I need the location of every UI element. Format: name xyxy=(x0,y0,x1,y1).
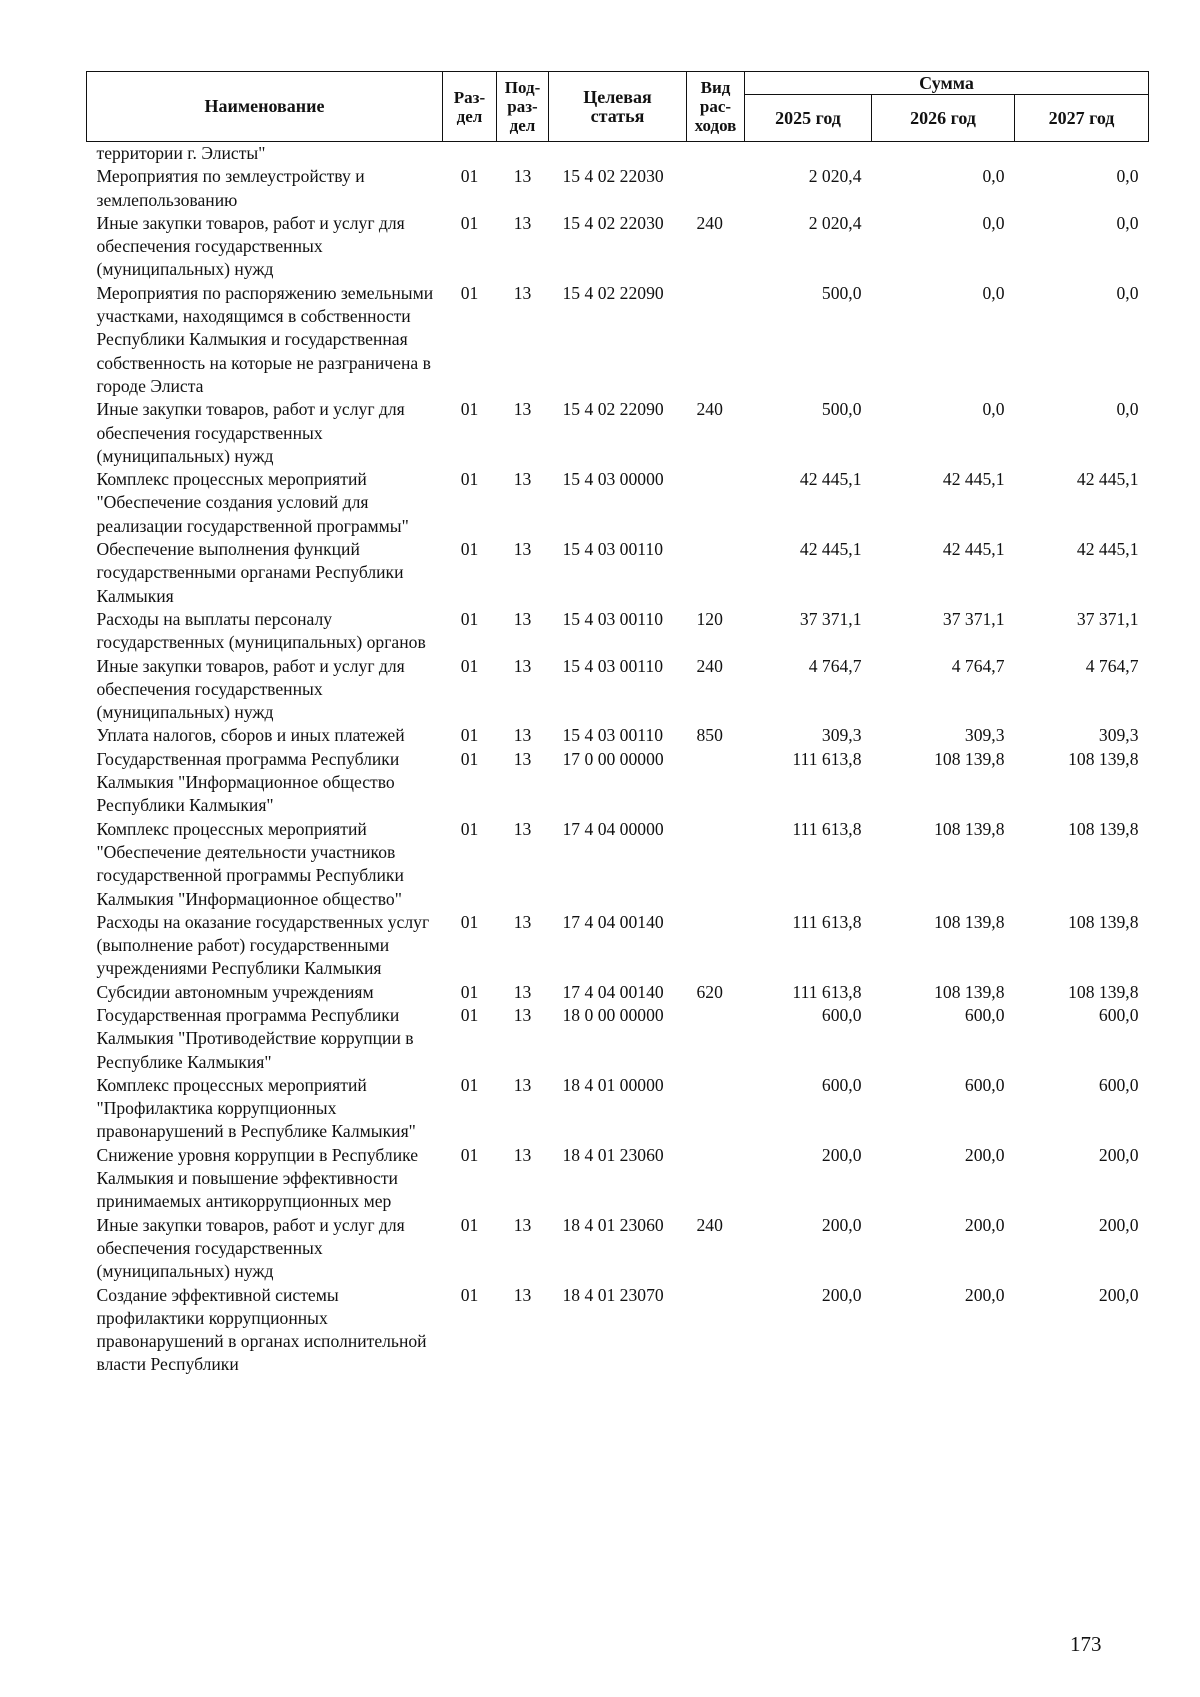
cell-2027: 0,0 xyxy=(1116,166,1139,187)
cell-2027: 108 139,8 xyxy=(1068,911,1139,932)
cell-celevaya: 15 4 02 22030 xyxy=(562,166,664,187)
cell-podrazdel: 13 xyxy=(513,1074,532,1095)
header-razdel-text: Раз- дел xyxy=(453,87,486,126)
header-vid-text: Вид рас- ходов xyxy=(694,78,737,135)
cell-name: Уплата налогов, сборов и иных платежей xyxy=(96,725,405,746)
cell-podrazdel: 13 xyxy=(513,282,532,303)
cell-vid xyxy=(687,1074,745,1144)
table-row xyxy=(87,212,1149,282)
cell-name: Обеспечение выполнения функций государственными органами Республики Калмыкия xyxy=(96,539,404,606)
cell-vid xyxy=(687,1144,745,1214)
cell-2027: 309,3 xyxy=(1098,725,1139,746)
cell-2026: 200,0 xyxy=(964,1284,1005,1305)
table-row xyxy=(87,911,1149,981)
cell-podrazdel: 13 xyxy=(513,1284,532,1305)
table-row xyxy=(87,748,1149,818)
table-row xyxy=(87,655,1149,725)
header-razdel xyxy=(443,72,497,142)
table-row xyxy=(87,1284,1149,1377)
cell-2025: 2 020,4 xyxy=(808,212,862,233)
table-row xyxy=(87,724,1149,747)
cell-vid xyxy=(687,911,745,981)
header-2027: 2027 год xyxy=(1015,95,1149,142)
cell-vid xyxy=(687,1004,745,1074)
cell-celevaya: 18 4 01 23070 xyxy=(562,1284,664,1305)
cell-celevaya: 15 4 03 00110 xyxy=(562,539,664,560)
budget-page xyxy=(86,71,1148,1377)
cell-2027: 0,0 xyxy=(1116,399,1139,420)
cell-razdel: 01 xyxy=(460,725,479,746)
cell-2027: 200,0 xyxy=(1098,1144,1139,1165)
budget-table xyxy=(86,71,1149,1377)
cell-2027: 108 139,8 xyxy=(1068,748,1139,769)
cell-vid xyxy=(687,142,745,166)
cell-vid xyxy=(687,1284,745,1377)
cell-podrazdel: 13 xyxy=(513,725,532,746)
cell-name: Комплекс процессных мероприятий "Обеспечение создания условий для реализации государственной программы" xyxy=(96,469,409,536)
cell-2026: 108 139,8 xyxy=(934,818,1005,839)
cell-2027: 200,0 xyxy=(1098,1284,1139,1305)
header-summa: Сумма xyxy=(745,72,1149,95)
cell-2027: 4 764,7 xyxy=(1085,655,1139,676)
cell-2025: 42 445,1 xyxy=(799,539,862,560)
cell-celevaya: 15 4 02 22090 xyxy=(562,282,664,303)
cell-2027: 42 445,1 xyxy=(1076,539,1139,560)
header-podrazdel-text: Под- раз- дел xyxy=(504,78,541,135)
cell-2026: 600,0 xyxy=(964,1074,1005,1095)
cell-celevaya: 17 4 04 00140 xyxy=(562,981,664,1002)
cell-2026: 200,0 xyxy=(964,1214,1005,1235)
cell-podrazdel xyxy=(497,142,549,166)
cell-2026: 200,0 xyxy=(964,1144,1005,1165)
header-podrazdel xyxy=(497,72,549,142)
cell-razdel xyxy=(443,142,497,166)
cell-podrazdel: 13 xyxy=(513,655,532,676)
cell-razdel: 01 xyxy=(460,1004,479,1025)
table-row xyxy=(87,398,1149,468)
table-row xyxy=(87,282,1149,398)
cell-podrazdel: 13 xyxy=(513,469,532,490)
table-row xyxy=(87,818,1149,911)
cell-2025: 111 613,8 xyxy=(792,911,862,932)
table-row xyxy=(87,608,1149,655)
cell-celevaya: 17 4 04 00000 xyxy=(562,818,664,839)
cell-razdel: 01 xyxy=(460,166,479,187)
cell-2026: 0,0 xyxy=(982,282,1005,303)
cell-razdel: 01 xyxy=(460,282,479,303)
header-2026: 2026 год xyxy=(872,95,1015,142)
cell-2027: 0,0 xyxy=(1116,212,1139,233)
cell-name: Мероприятия по распоряжению земельными участками, находящимся в собственности Республики Калмыкия и государственная собственность на которые не разграничена в городе Элиста xyxy=(96,282,434,396)
cell-2027: 600,0 xyxy=(1098,1074,1139,1095)
cell-podrazdel: 13 xyxy=(513,981,532,1002)
cell-celevaya: 15 4 03 00110 xyxy=(562,725,664,746)
cell-celevaya: 18 4 01 23060 xyxy=(562,1214,664,1235)
cell-2025: 111 613,8 xyxy=(792,818,862,839)
cell-celevaya: 15 4 03 00000 xyxy=(562,469,664,490)
header-vid xyxy=(687,72,745,142)
cell-podrazdel: 13 xyxy=(513,1004,532,1025)
cell-name: Государственная программа Республики Калмыкия "Информационное общество Республики Калмыкия" xyxy=(96,748,400,816)
cell-name: Комплекс процессных мероприятий "Обеспечение деятельности участников государственной программы Республики Калмыкия "Информационное общество" xyxy=(96,818,404,909)
cell-2026: 4 764,7 xyxy=(951,655,1005,676)
cell-2025: 309,3 xyxy=(821,725,862,746)
cell-2025 xyxy=(745,142,872,166)
table-row xyxy=(87,1144,1149,1214)
cell-2025: 500,0 xyxy=(821,282,862,303)
table-row xyxy=(87,165,1149,212)
cell-2027: 108 139,8 xyxy=(1068,818,1139,839)
cell-vid: 120 xyxy=(696,608,723,629)
cell-razdel: 01 xyxy=(460,469,479,490)
cell-2026: 0,0 xyxy=(982,399,1005,420)
cell-celevaya: 17 4 04 00140 xyxy=(562,911,664,932)
cell-2026: 0,0 xyxy=(982,212,1005,233)
cell-vid xyxy=(687,468,745,538)
cell-vid: 620 xyxy=(696,981,723,1002)
cell-2027: 108 139,8 xyxy=(1068,981,1139,1002)
cell-2026: 309,3 xyxy=(964,725,1005,746)
cell-2026: 108 139,8 xyxy=(934,981,1005,1002)
cell-razdel: 01 xyxy=(460,1284,479,1305)
cell-2026: 42 445,1 xyxy=(942,469,1005,490)
cell-vid xyxy=(687,282,745,398)
cell-podrazdel: 13 xyxy=(513,166,532,187)
cell-razdel: 01 xyxy=(460,1144,479,1165)
cell-podrazdel: 13 xyxy=(513,911,532,932)
cell-name: Иные закупки товаров, работ и услуг для обеспечения государственных (муниципальных) нужд xyxy=(96,212,405,280)
cell-2025: 200,0 xyxy=(821,1284,862,1305)
cell-razdel: 01 xyxy=(460,1214,479,1235)
cell-podrazdel: 13 xyxy=(513,539,532,560)
table-body xyxy=(87,142,1149,1377)
cell-name: Снижение уровня коррупции в Республике Калмыкия и повышение эффективности принимаемых антикоррупционных мер xyxy=(96,1144,419,1212)
cell-celevaya: 18 4 01 23060 xyxy=(562,1144,664,1165)
cell-2026: 0,0 xyxy=(982,166,1005,187)
header-2025: 2025 год xyxy=(745,95,872,142)
cell-2025: 200,0 xyxy=(821,1214,862,1235)
cell-2027 xyxy=(1015,142,1149,166)
cell-name: Субсидии автономным учреждениям xyxy=(96,981,374,1002)
cell-name: Мероприятия по землеустройству и землепользованию xyxy=(96,166,365,210)
cell-podrazdel: 13 xyxy=(513,608,532,629)
cell-celevaya xyxy=(549,142,687,166)
cell-2025: 500,0 xyxy=(821,399,862,420)
cell-vid: 240 xyxy=(696,212,723,233)
table-header xyxy=(87,72,1149,142)
table-row xyxy=(87,1074,1149,1144)
cell-2027: 0,0 xyxy=(1116,282,1139,303)
cell-2025: 111 613,8 xyxy=(792,981,862,1002)
cell-name: Комплекс процессных мероприятий "Профилактика коррупционных правонарушений в Республике Калмыкия" xyxy=(96,1074,416,1142)
cell-vid xyxy=(687,538,745,608)
table-row xyxy=(87,981,1149,1004)
cell-2026: 600,0 xyxy=(964,1004,1005,1025)
cell-2026: 108 139,8 xyxy=(934,748,1005,769)
cell-name: Иные закупки товаров, работ и услуг для обеспечения государственных (муниципальных) нужд xyxy=(96,655,405,723)
header-celevaya xyxy=(549,72,687,142)
cell-celevaya: 17 0 00 00000 xyxy=(562,748,664,769)
cell-2025: 600,0 xyxy=(821,1004,862,1025)
cell-2025: 4 764,7 xyxy=(808,655,862,676)
cell-2025: 111 613,8 xyxy=(792,748,862,769)
cell-podrazdel: 13 xyxy=(513,1214,532,1235)
table-row xyxy=(87,1214,1149,1284)
cell-2025: 600,0 xyxy=(821,1074,862,1095)
cell-2027: 37 371,1 xyxy=(1076,608,1139,629)
cell-vid: 240 xyxy=(696,399,723,420)
cell-celevaya: 15 4 02 22090 xyxy=(562,399,664,420)
table-row xyxy=(87,1004,1149,1074)
cell-podrazdel: 13 xyxy=(513,1144,532,1165)
cell-razdel: 01 xyxy=(460,655,479,676)
table-row xyxy=(87,142,1149,166)
cell-razdel: 01 xyxy=(460,911,479,932)
cell-celevaya: 15 4 03 00110 xyxy=(562,655,664,676)
cell-celevaya: 18 4 01 00000 xyxy=(562,1074,664,1095)
table-row xyxy=(87,538,1149,608)
cell-podrazdel: 13 xyxy=(513,818,532,839)
cell-2026: 108 139,8 xyxy=(934,911,1005,932)
cell-2027: 600,0 xyxy=(1098,1004,1139,1025)
cell-2025: 37 371,1 xyxy=(799,608,862,629)
cell-2025: 2 020,4 xyxy=(808,166,862,187)
cell-podrazdel: 13 xyxy=(513,748,532,769)
cell-podrazdel: 13 xyxy=(513,212,532,233)
cell-2026 xyxy=(872,142,1015,166)
cell-celevaya: 15 4 02 22030 xyxy=(562,212,664,233)
cell-2027: 42 445,1 xyxy=(1076,469,1139,490)
page-number: 173 xyxy=(1070,1632,1102,1656)
cell-celevaya: 15 4 03 00110 xyxy=(562,608,664,629)
cell-razdel: 01 xyxy=(460,539,479,560)
cell-vid xyxy=(687,165,745,212)
cell-razdel: 01 xyxy=(460,981,479,1002)
cell-razdel: 01 xyxy=(460,212,479,233)
cell-vid xyxy=(687,748,745,818)
cell-razdel: 01 xyxy=(460,818,479,839)
cell-2025: 42 445,1 xyxy=(799,469,862,490)
cell-vid: 240 xyxy=(696,1214,723,1235)
cell-name: Иные закупки товаров, работ и услуг для обеспечения государственных (муниципальных) нужд xyxy=(96,1214,405,1282)
cell-celevaya: 18 0 00 00000 xyxy=(562,1004,664,1025)
table-row xyxy=(87,468,1149,538)
cell-name: Создание эффективной системы профилактики коррупционных правонарушений в органах исполнительной власти Республики xyxy=(96,1284,427,1375)
cell-name: Иные закупки товаров, работ и услуг для обеспечения государственных (муниципальных) нужд xyxy=(96,399,405,466)
cell-name: территории г. Элисты" xyxy=(96,143,266,163)
cell-razdel: 01 xyxy=(460,608,479,629)
cell-name: Расходы на оказание государственных услуг (выполнение работ) государственными учреждениями Республики Калмыкия xyxy=(96,911,430,979)
cell-2025: 200,0 xyxy=(821,1144,862,1165)
cell-razdel: 01 xyxy=(460,1074,479,1095)
cell-vid: 240 xyxy=(696,655,723,676)
cell-name: Государственная программа Республики Калмыкия "Противодействие коррупции в Республике Калмыкия" xyxy=(96,1004,414,1072)
cell-razdel: 01 xyxy=(460,399,479,420)
cell-2027: 200,0 xyxy=(1098,1214,1139,1235)
cell-vid xyxy=(687,818,745,911)
cell-podrazdel: 13 xyxy=(513,399,532,420)
cell-vid: 850 xyxy=(696,725,723,746)
header-celevaya-text: Целевая статья xyxy=(583,86,652,126)
header-name: Наименование xyxy=(87,72,443,142)
cell-name: Расходы на выплаты персоналу государственных (муниципальных) органов xyxy=(96,608,426,653)
cell-2026: 42 445,1 xyxy=(942,539,1005,560)
cell-2026: 37 371,1 xyxy=(942,608,1005,629)
cell-razdel: 01 xyxy=(460,748,479,769)
